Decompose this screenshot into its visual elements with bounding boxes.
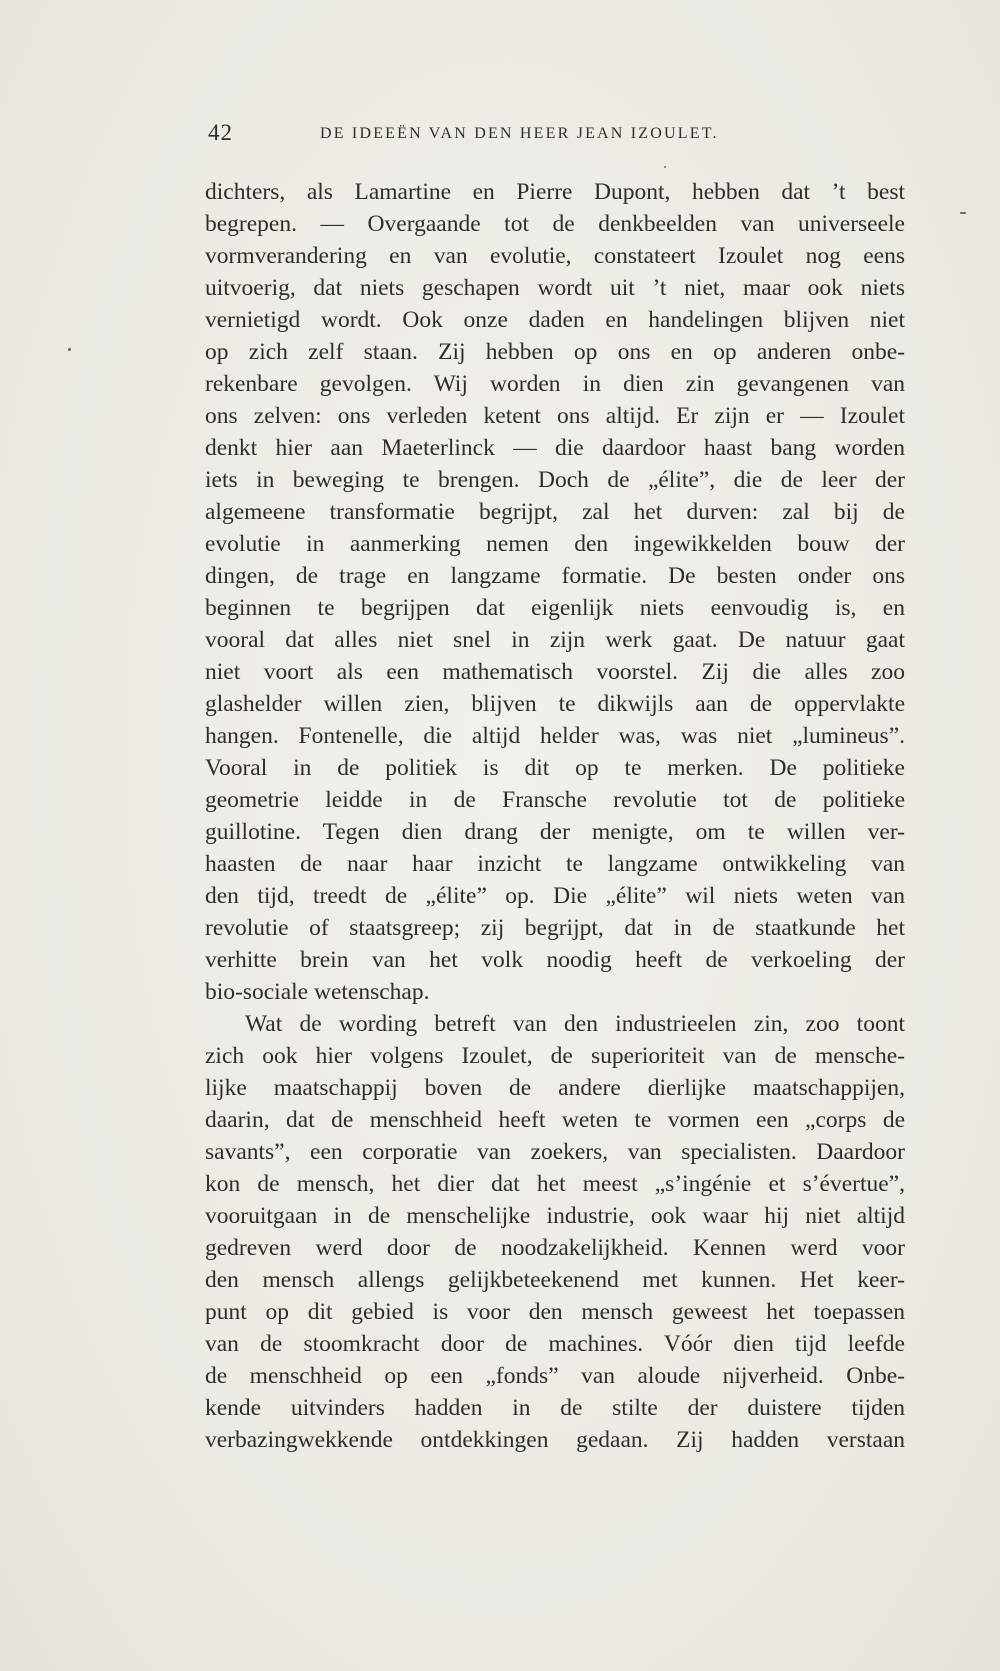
text-line: rekenbare gevolgen. Wij worden in dien zin gevangenen van bbox=[205, 371, 905, 397]
text-line: vormverandering en van evolutie, constateert Izoulet nog eens bbox=[205, 243, 905, 269]
text-line: dichters, als Lamartine en Pierre Dupont, hebben dat ’t best bbox=[205, 179, 905, 205]
text-line: vooral dat alles niet snel in zijn werk gaat. De natuur gaat bbox=[205, 627, 905, 653]
text-line: geometrie leidde in de Fransche revolutie tot de politieke bbox=[205, 787, 905, 813]
text-line: hangen. Fontenelle, die altijd helder was, was niet „lumineus”. bbox=[205, 723, 905, 749]
paper-speck bbox=[960, 212, 966, 214]
text-line: ons zelven: ons verleden ketent ons altijd. Er zijn er — Izoulet bbox=[205, 403, 905, 429]
text-line: verbazingwekkende ontdekkingen gedaan. Zij hadden verstaan bbox=[205, 1427, 905, 1453]
text-line: gedreven werd door de noodzakelijkheid. Kennen werd voor bbox=[205, 1235, 905, 1261]
text-line: kon de mensch, het dier dat het meest „s’ingénie et s’évertue”, bbox=[205, 1171, 905, 1197]
text-line: dingen, de trage en langzame formatie. De besten onder ons bbox=[205, 563, 905, 589]
text-line: revolutie of staatsgreep; zij begrijpt, dat in de staatkunde het bbox=[205, 915, 905, 941]
text-line: op zich zelf staan. Zij hebben op ons en op anderen onbe- bbox=[205, 339, 905, 365]
text-line: haasten de naar haar inzicht te langzame ontwikkeling van bbox=[205, 851, 905, 877]
text-line: lijke maatschappij boven de andere dierlijke maatschappijen, bbox=[205, 1075, 905, 1101]
page-number: 42 bbox=[208, 120, 233, 145]
text-line: denkt hier aan Maeterlinck — die daardoor haast bang worden bbox=[205, 435, 905, 461]
text-line: zich ook hier volgens Izoulet, de superioriteit van de mensche- bbox=[205, 1043, 905, 1069]
paper-speck bbox=[68, 348, 71, 351]
body-text bbox=[205, 176, 905, 1456]
text-line: verhitte brein van het volk noodig heeft de verkoeling der bbox=[205, 947, 905, 973]
text-line: den tijd, treedt de „élite” op. Die „élite” wil niets weten van bbox=[205, 883, 905, 909]
text-line: glashelder willen zien, blijven te dikwijls aan de oppervlakte bbox=[205, 691, 905, 717]
text-line: beginnen te begrijpen dat eigenlijk niets eenvoudig is, en bbox=[205, 595, 905, 621]
text-line: guillotine. Tegen dien drang der menigte, om te willen ver- bbox=[205, 819, 905, 845]
text-line: den mensch allengs gelijkbeteekenend met kunnen. Het keer- bbox=[205, 1267, 905, 1293]
text-line: uitvoerig, dat niets geschapen wordt uit ’t niet, maar ook niets bbox=[205, 275, 905, 301]
text-line: van de stoomkracht door de machines. Vóór dien tijd leefde bbox=[205, 1331, 905, 1357]
text-line: punt op dit gebied is voor den mensch geweest het toepassen bbox=[205, 1299, 905, 1325]
text-line: vernietigd wordt. Ook onze daden en handelingen blijven niet bbox=[205, 307, 905, 333]
text-line: iets in beweging te brengen. Doch de „élite”, die de leer der bbox=[205, 467, 905, 493]
text-line: Wat de wording betreft van den industrieelen zin, zoo toont bbox=[245, 1011, 905, 1037]
paper-speck bbox=[664, 166, 666, 168]
running-title: DE IDEEËN VAN DEN HEER JEAN IZOULET. bbox=[320, 125, 719, 142]
text-line: de menschheid op een „fonds” van aloude nijverheid. Onbe- bbox=[205, 1363, 905, 1389]
page-header bbox=[208, 120, 908, 150]
text-line: niet voort als een mathematisch voorstel. Zij die alles zoo bbox=[205, 659, 905, 685]
text-line: vooruitgaan in de menschelijke industrie, ook waar hij niet altijd bbox=[205, 1203, 905, 1229]
text-line: evolutie in aanmerking nemen den ingewikkelden bouw der bbox=[205, 531, 905, 557]
text-line: daarin, dat de menschheid heeft weten te vormen een „corps de bbox=[205, 1107, 905, 1133]
text-line: bio-sociale wetenschap. bbox=[205, 979, 430, 1005]
text-line: algemeene transformatie begrijpt, zal het durven: zal bij de bbox=[205, 499, 905, 525]
text-line: Vooral in de politiek is dit op te merken. De politieke bbox=[205, 755, 905, 781]
text-line: kende uitvinders hadden in de stilte der duistere tijden bbox=[205, 1395, 905, 1421]
text-line: begrepen. — Overgaande tot de denkbeelden van universeele bbox=[205, 211, 905, 237]
text-line: savants”, een corporatie van zoekers, van specialisten. Daardoor bbox=[205, 1139, 905, 1165]
